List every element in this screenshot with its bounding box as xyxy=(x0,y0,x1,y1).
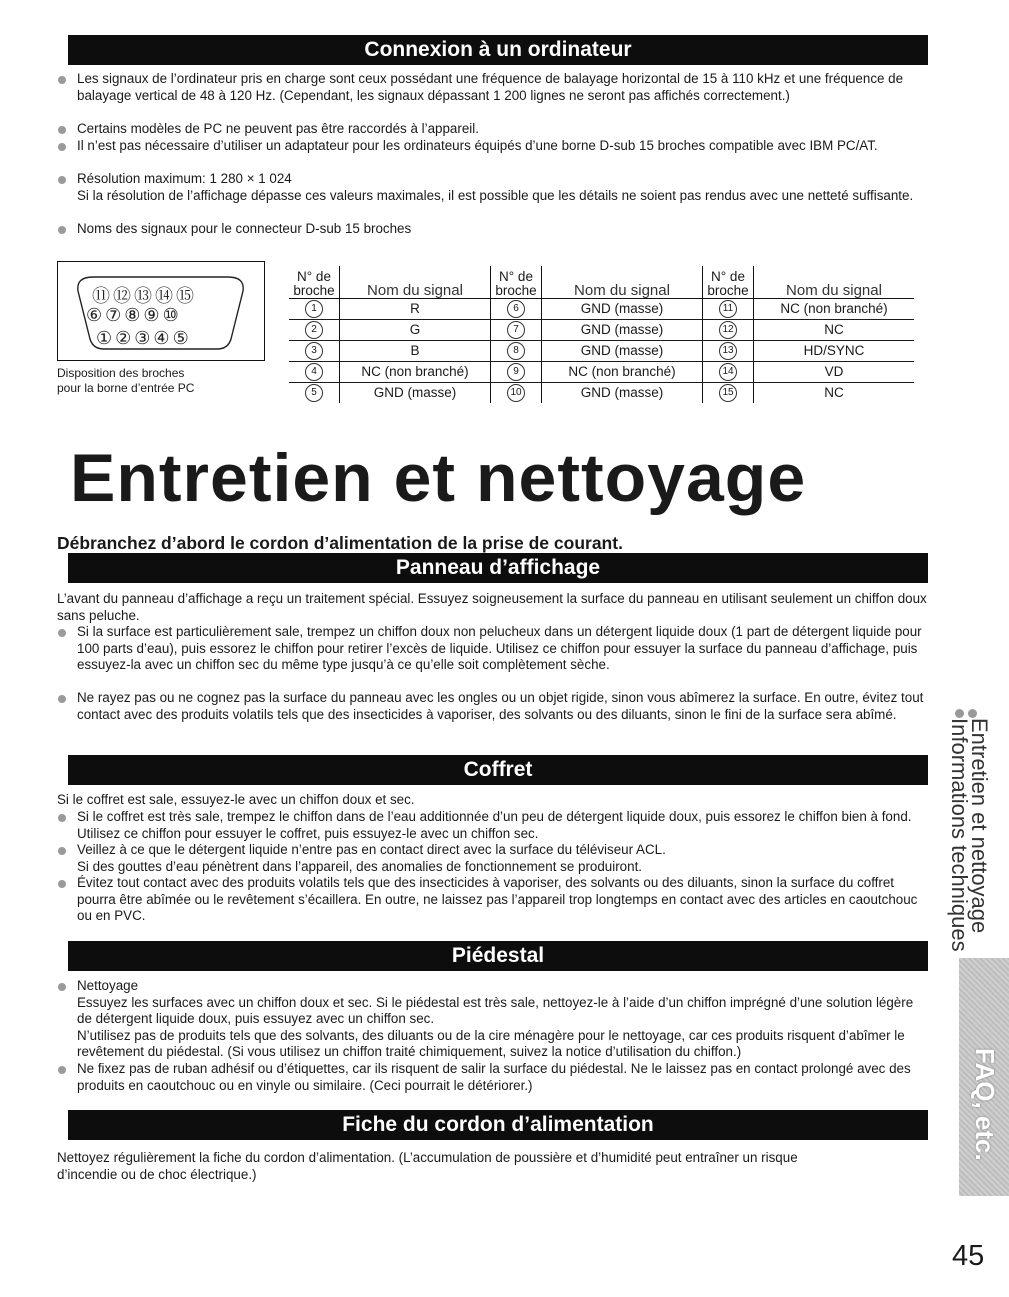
warning-subtitle: Débranchez d’abord le cordon d’alimentation de la prise de courant. xyxy=(57,533,623,553)
connector-diagram xyxy=(57,261,265,361)
signal-cell: G xyxy=(340,320,491,341)
pin-number: 9 xyxy=(507,363,525,381)
table-row xyxy=(289,383,914,404)
section-header-panneau: Panneau d’affichage xyxy=(68,553,928,583)
bullet-frequencies: Les signaux de l’ordinateur pris en charge sont ceux possédant une fréquence de balayage horizontal de 15 à 110 kHz et une fréquence de balayage vertical de 48 à 120 Hz. (Cependant, les signaux dépassant 1 200 lignes ne seront pas affichés correctement.) xyxy=(57,71,927,104)
bullet-coffret-detergent: Veillez à ce que le détergent liquide n’entre pas en contact direct avec la surface du téléviseur ACL. Si des gouttes d’eau pénètrent dans l’appareil, des anomalies de fonctionnement se produiront. xyxy=(57,842,927,875)
pin-number: 3 xyxy=(305,342,323,360)
pin-number: 4 xyxy=(305,363,323,381)
pin-number: 7 xyxy=(507,321,525,339)
pin-number: 14 xyxy=(719,363,737,381)
page-title: Entretien et nettoyage xyxy=(70,440,807,516)
section-header-coffret: Coffret xyxy=(68,755,928,785)
pin-row-bottom: ①②③④⑤ xyxy=(96,328,192,348)
signal-cell: GND (masse) xyxy=(580,385,664,400)
section-header-fiche: Fiche du cordon d’alimentation xyxy=(68,1110,928,1140)
col-header-signal: Nom du signal xyxy=(754,266,915,299)
bullet-piedestal-nettoyage: Nettoyage Essuyez les surfaces avec un chiffon doux et sec. Si le piédestal est très sale, nettoyez-le à l’aide d’un chiffon imprégné d’une solution légère de détergent liquide doux, puis essuyez avec un chiffon sec. N’utilisez pas de produits tels que des solvants, des diluants ou de la cire ménagère pour le nettoyage, car ces produits risquent d’abîmer le revêtement du piédestal. (Si vous utilisez un chiffon traité chimiquement, suivez la notice d’utilisation du chiffon.) xyxy=(57,978,927,1061)
side-section-labels xyxy=(947,718,992,952)
signal-cell: GND (masse) xyxy=(542,299,703,320)
signal-cell: NC (non branché) xyxy=(754,299,915,320)
signal-cell: B xyxy=(340,341,491,362)
signal-cell: GND (masse) xyxy=(373,385,457,400)
pin-number: 1 xyxy=(305,300,323,318)
section-header-piedestal: Piédestal xyxy=(68,941,928,971)
signal-cell: VD xyxy=(754,362,915,383)
signal-cell: NC xyxy=(824,385,844,400)
piedestal-products-text: N’utilisez pas de produits tels que des solvants, des diluants ou de la cire ménagère pour le nettoyage, car ces produits risquent d’abîmer le revêtement du piédestal. (Si vous utilisez un chiffon traité chimiquement, suivez la notice d’utilisation du chiffon.) xyxy=(77,1027,905,1060)
pin-number: 6 xyxy=(507,300,525,318)
signal-cell: NC (non branché) xyxy=(340,362,491,383)
bullet-panneau-scratch: Ne rayez pas ou ne cognez pas la surface du panneau avec les ongles ou un objet rigide, sinon vous abîmerez la surface. En outre, évitez tout contact avec des produits volatils tels que des insecticides à vaporiser, des solvants ou des diluants, sinon le fini de la surface sera abîmé. xyxy=(57,690,927,723)
bullet-dot-icon xyxy=(955,709,964,718)
resolution-note: Si la résolution de l’affichage dépasse ces valeurs maximales, il est possible que les détails ne soient pas rendus avec une netteté suffisante. xyxy=(77,187,914,203)
pin-number: 5 xyxy=(305,384,323,402)
table-header xyxy=(289,266,914,299)
col-header-signal: Nom du signal xyxy=(340,266,491,299)
connector-caption: Disposition des broches pour la borne d’entrée PC xyxy=(57,366,195,395)
side-label-informations: Informations techniques xyxy=(947,718,972,952)
piedestal-cleaning-text: Essuyez les surfaces avec un chiffon doux et sec. Si le piédestal est très sale, nettoyez-le à l’aide d’un chiffon imprégné d’une solution légère de détergent liquide doux, puis essuyez avec un chiffon sec. xyxy=(77,994,914,1027)
table-row xyxy=(289,341,914,362)
pin-number: 15 xyxy=(719,384,737,402)
col-header-signal: Nom du signal xyxy=(542,266,703,299)
signal-cell: HD/SYNC xyxy=(754,341,915,362)
coffret-intro: Si le coffret est sale, essuyez-le avec un chiffon doux et sec. xyxy=(57,792,415,807)
signal-cell: NC (non branché) xyxy=(542,362,703,383)
bullet-pc-models: Certains modèles de PC ne peuvent pas être raccordés à l’appareil. xyxy=(57,121,927,138)
bullet-resolution xyxy=(57,171,927,204)
pin-number: 2 xyxy=(305,321,323,339)
pin-number: 10 xyxy=(507,384,525,402)
pin-number: 12 xyxy=(719,321,737,339)
signal-table xyxy=(289,266,914,403)
panneau-intro: L’avant du panneau d’affichage a reçu un traitement spécial. Essuyez soigneusement la surface du panneau en utilisant seulement un chiffon doux sans peluche. xyxy=(57,591,927,623)
signal-cell: GND (masse) xyxy=(542,320,703,341)
bullet-panneau-cleaning: Si la surface est particulièrement sale, trempez un chiffon doux non pelucheux dans un détergent liquide doux (1 part de détergent liquide pour 100 parts d’eau), puis essorez le chiffon pour retirer l’excès de liquide. Utilisez ce chiffon pour essuyer la surface du panneau d’affichage, puis essuyez-la avec un chiffon sec du même type jusqu’à ce qu’elle soit complètement sèche. xyxy=(57,624,927,674)
page-number: 45 xyxy=(952,1240,985,1272)
pin-row-top: ⑪⑫⑬⑭⑮ xyxy=(92,286,197,306)
pin-number: 11 xyxy=(719,300,737,318)
coffret-water-note: Si des gouttes d’eau pénètrent dans l’appareil, des anomalies de fonctionnement se produiront. xyxy=(77,858,643,874)
bullet-signal-names: Noms des signaux pour le connecteur D-sub 15 broches xyxy=(57,221,927,238)
fiche-text: Nettoyez régulièrement la fiche du cordon d’alimentation. (L’accumulation de poussière et d’humidité peut entraîner un risque d’incendie ou de choc électrique.) xyxy=(57,1150,798,1182)
resolution-text: Résolution maximum: 1 280 × 1 024 xyxy=(77,171,292,186)
bullet-coffret-volatile: Évitez tout contact avec des produits volatils tels que des insecticides à vaporiser, des solvants ou des diluants, sinon la surface du coffret pourra être abîmée ou le revêtement s’écaillera. En outre, ne laissez pas l’appareil trop longtemps en contact avec des articles en caoutchouc ou en PVC. xyxy=(57,875,927,925)
faq-tab-label: FAQ, etc. xyxy=(970,1048,1000,1161)
table-row xyxy=(289,362,914,383)
pin-number: 8 xyxy=(507,342,525,360)
section-header-connexion: Connexion à un ordinateur xyxy=(68,35,928,65)
side-label-entretien: Entretien et nettoyage xyxy=(967,718,992,934)
table-row xyxy=(289,299,914,320)
signal-cell: R xyxy=(340,299,491,320)
bullet-adapter: Il n’est pas nécessaire d’utiliser un adaptateur pour les ordinateurs équipés d’une borne D-sub 15 broches compatible avec IBM PC/AT. xyxy=(57,138,927,155)
bullet-piedestal-tape: Ne fixez pas de ruban adhésif ou d’étiquettes, car ils risquent de salir la surface du piédestal. Ne le laissez pas en contact prolongé avec des produits en caoutchouc ou en vinyle ou similaire. (Ceci pourrait le détériorer.) xyxy=(57,1061,927,1094)
pin-row-middle: ⑥⑦⑧⑨⑩ xyxy=(86,305,182,325)
bullet-coffret-dirty: Si le coffret est très sale, trempez le chiffon dans de l’eau additionnée d’un peu de détergent liquide doux, puis essorez le chiffon bien à fond. Utilisez ce chiffon pour essuyer le coffret, puis essuyez-le avec un chiffon sec. xyxy=(57,809,927,842)
col-header-pin: N° de broche xyxy=(703,266,754,299)
pin-number: 13 xyxy=(719,342,737,360)
table-row xyxy=(289,320,914,341)
col-header-pin: N° de broche xyxy=(491,266,542,299)
col-header-pin: N° de broche xyxy=(289,266,340,299)
signal-cell: NC xyxy=(754,320,915,341)
bullet-dot-icon xyxy=(968,709,977,718)
signal-cell: GND (masse) xyxy=(542,341,703,362)
